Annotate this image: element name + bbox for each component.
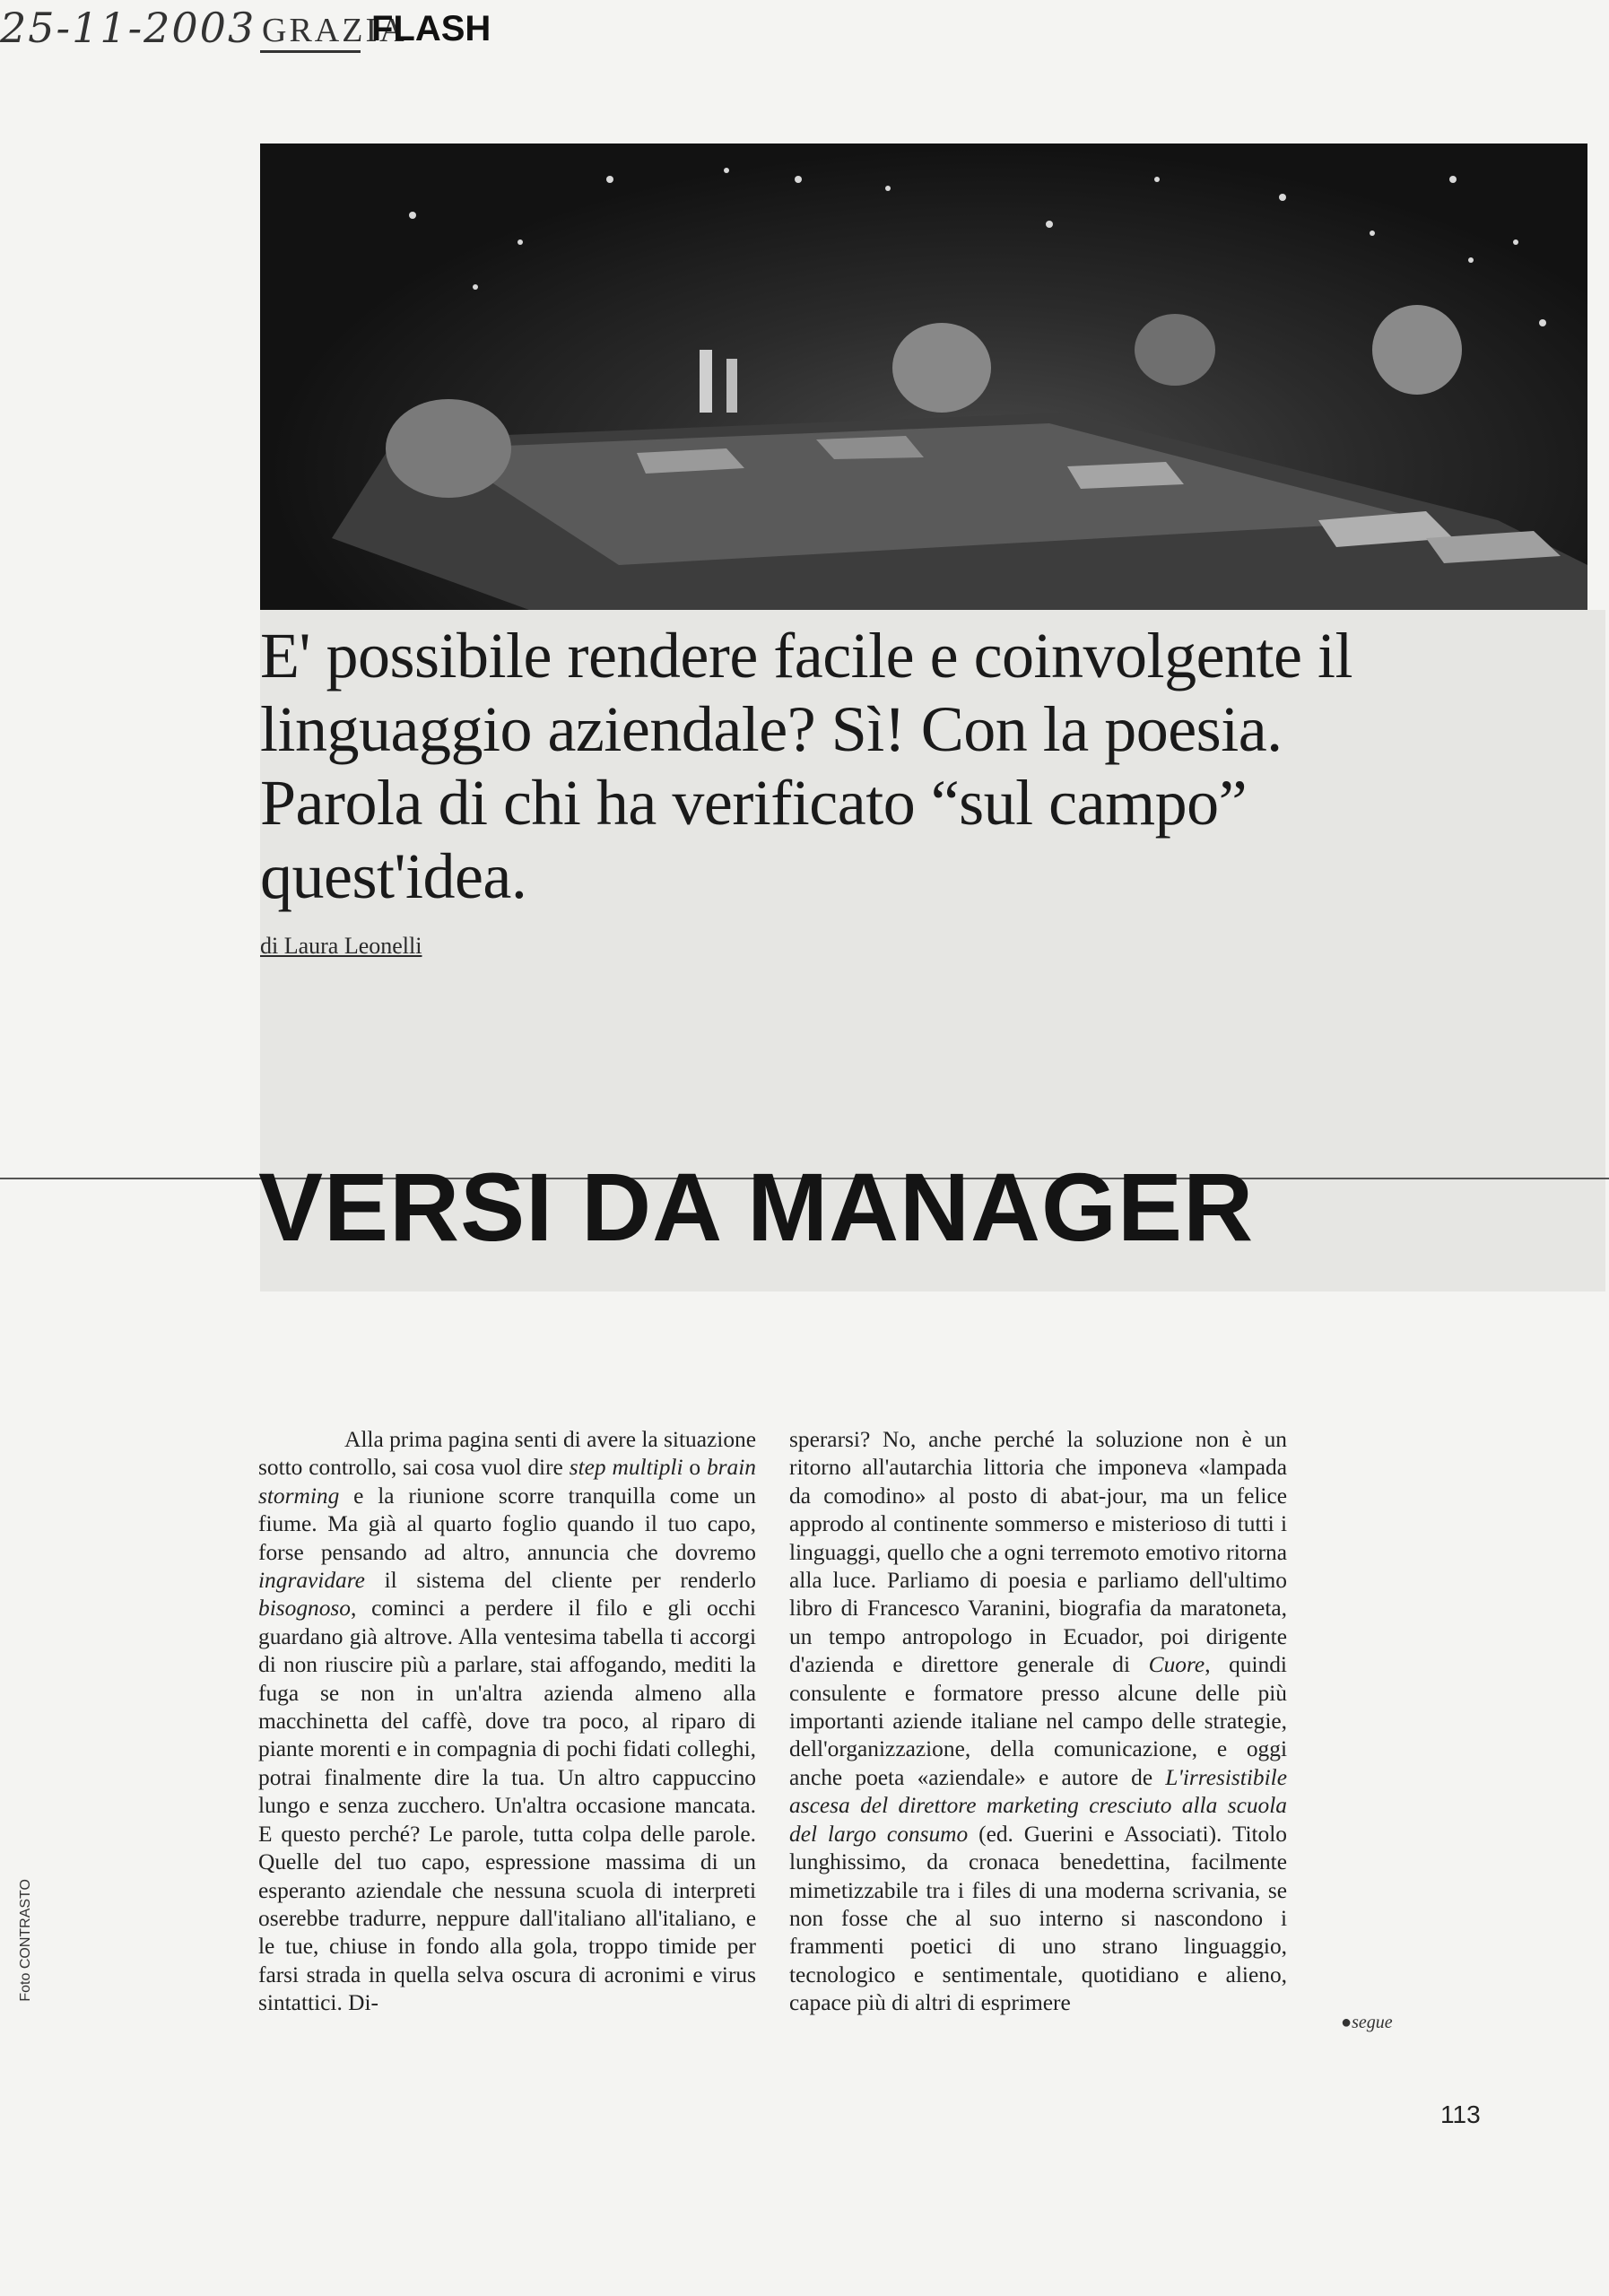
photo-credit: Foto CONTRASTO: [18, 1879, 33, 2002]
photo-meeting-scene: [260, 144, 1587, 610]
body-column-2: sperarsi? No, anche perché la soluzione non è un ritorno all'autarchia littoria che imponeva «lampada da comodino» al posto di abat-jour, ma un felice approdo al continente sommerso e misterioso di tutti i linguaggi, quello che a ogni terremoto emotivo ritorna alla luce. Parliamo di poesia e parliamo dell'ultimo libro di Francesco Varanini, biografia da maratoneta, un tempo antropologo in Ecuador, poi dirigente d'azienda e direttore generale di Cuore, quindi consulente e formatore presso alcune delle più importanti aziende italiane nel campo delle strategie, dell'organizzazione, della comunicazione, e oggi anche poeta «aziendale» e autore de L'irresistibile ascesa del direttore marketing cresciuto alla scuola del largo consumo (ed. Guerini e Associati). Titolo lunghissimo, da cronaca benedettina, facilmente mimetizzabile tra i files di una moderna scrivania, se non fosse che al suo interno si nascondono i frammenti poetici di uno strano linguaggio, tecnologico e sentimentale, quotidiano e alieno, capace più di altri di esprimere: [789, 1427, 1287, 2016]
article-headline: E' possibile rendere facile e coinvolgente il linguaggio aziendale? Sì! Con la poesia. Parola di chi ha verificato “sul campo” quest'idea.: [260, 620, 1352, 912]
section-label: FLASH: [371, 9, 491, 48]
article-byline: di Laura Leonelli: [260, 933, 422, 959]
continues-marker: ●segue: [1341, 2013, 1393, 2032]
article-title: VERSI DA MANAGER: [258, 1152, 1255, 1261]
magazine-name: GRAZIA: [262, 12, 407, 49]
body-column-1: Alla prima pagina senti di avere la situazione sotto controllo, sai cosa vuol dire step multipli o brain storming e la riunione scorre tranquilla come un fiume. Ma già al quarto foglio quando il tuo capo, forse pensando ad altro, annuncia che dovremo ingravidare il sistema del cliente per renderlo bisognoso, cominci a perdere il filo e gli occhi guardano già altrove. Alla ventesima tabella ti accorgi di non riuscire più a parlare, stai affogando, mediti la fuga se non in un'altra azienda almeno alla macchinetta del caffè, dove tra poco, al riparo di piante morenti e in compagnia di pochi fidati colleghi, potrai finalmente dire la tua. Un altro cappuccino lungo e senza zucchero. Un'altra occasione mancata. E questo perché? Le parole, tutta colpa delle parole. Quelle del tuo capo, espressione massima di un esperanto aziendale che nessuna scuola di interpreti oserebbe tradurre, neppure dall'italiano all'italiano, e le tue, chiuse in fondo alla gola, troppo timide per farsi strada in quella selva oscura di acronimi e virus sintattici. Di-: [258, 1427, 757, 2016]
header-underline: [260, 50, 361, 53]
handwritten-date: 25-11-2003: [0, 4, 257, 52]
page-number: 113: [1440, 2100, 1481, 2128]
article-photo: [260, 144, 1587, 610]
